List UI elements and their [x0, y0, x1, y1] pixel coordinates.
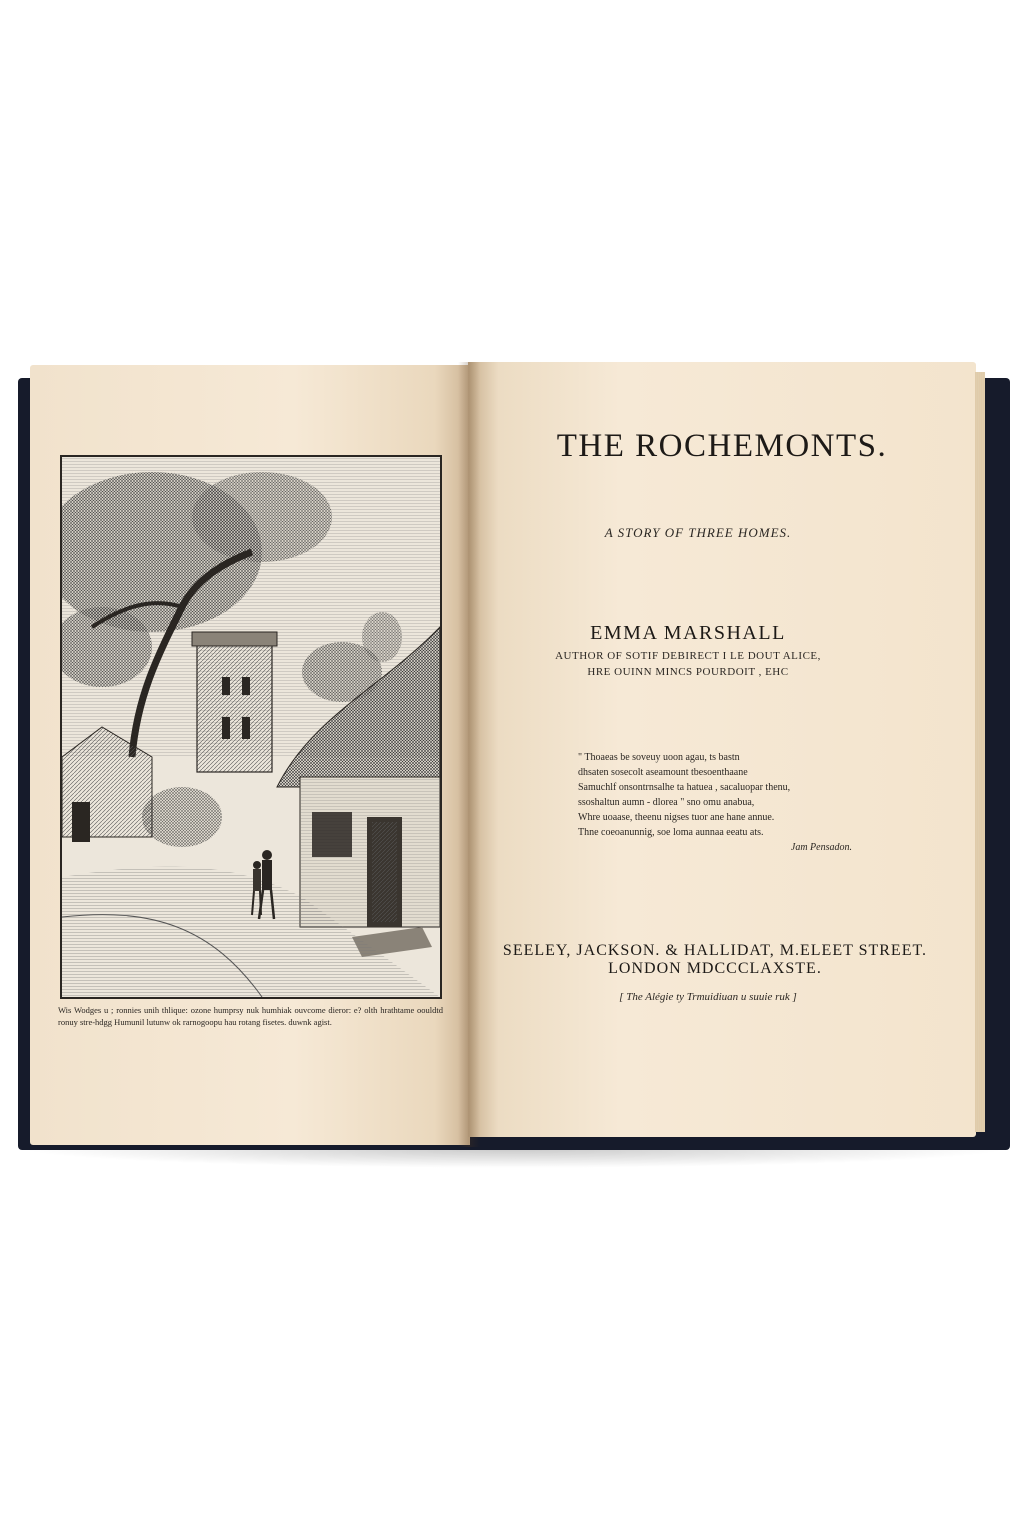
frontispiece-caption: Wis Wodges u ; ronnies unih thlique: ozone humprsy nuk humhiak ouvcome dieror: e? olth hrathtame oouldtd ronuy stre-hdgg Humunil lutunw ok rarnogoopu hau rotang fisetes. duwnk agist.	[58, 1005, 443, 1027]
epigraph-line: Thne coeoanunnig, soe loma aunnaa eeatu ats.	[578, 827, 764, 838]
epigraph-line: Samuchlf onsontrnsalhe ta hatuea , sacaluopar thenu,	[578, 782, 791, 793]
epigraph	[578, 750, 858, 855]
epigraph-line: dhsaten sosecolt aseamount tbesoenthaane	[578, 767, 748, 778]
book-title: THE ROCHEMONTS.	[556, 428, 888, 464]
author-works-line: AUTHOR OF SOTIF DEBIRECT I LE DOUT ALICE,	[555, 650, 821, 662]
printer-note: [ The Alégie ty Trmuidiuan u suuie ruk ]	[619, 991, 797, 1003]
epigraph-attribution: Jam Pensadon.	[790, 842, 852, 853]
page-edges	[975, 372, 985, 1132]
publisher-line: SEELEY, JACKSON. & HALLIDAT, M.ELEET STREET.	[502, 942, 928, 959]
publisher-imprint	[468, 942, 962, 978]
epigraph-line: " Thoaeas be soveuy uoon agau, ts bastn	[578, 752, 740, 763]
book-subtitle: A STORY OF THREE HOMES.	[604, 525, 792, 540]
author-works-line: HRE OUINN MINCS POURDOIT , EHC	[587, 666, 789, 678]
author-works	[468, 648, 908, 680]
epigraph-line: ssoshaltun aumn - dlorea " sno omu anabua,	[578, 797, 755, 808]
epigraph-line: Whre uoaase, theenu nigses tuor ane hane annue.	[578, 812, 775, 823]
frontispiece-engraving	[60, 455, 442, 999]
publisher-line: LONDON MDCCCLAXSTE.	[608, 960, 822, 977]
author-name: EMMA MARSHALL	[590, 622, 786, 644]
book-gutter	[458, 362, 480, 1147]
